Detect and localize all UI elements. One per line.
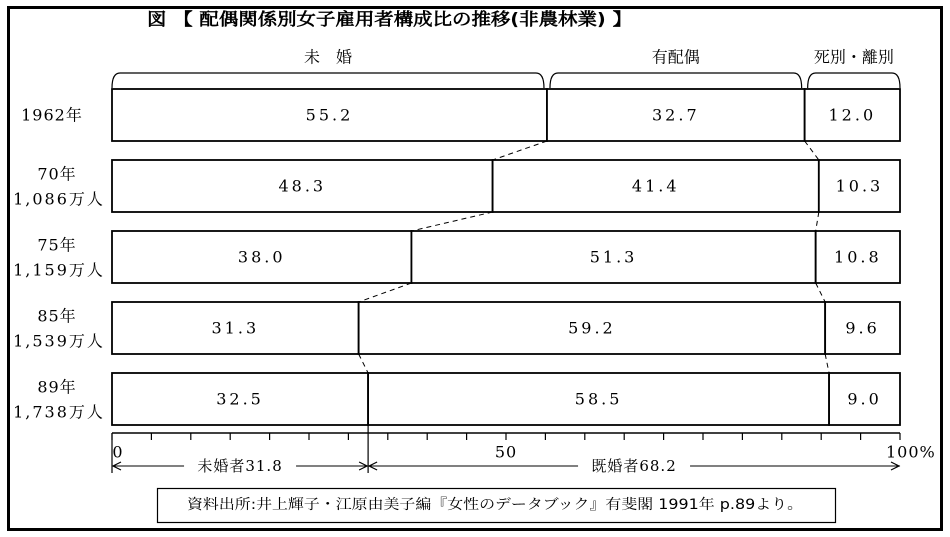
value-label: 31.3	[211, 318, 260, 338]
source-note: 資料出所:井上輝子・江原由美子編『女性のデータブック』有斐閣 1991年 p.89より。	[187, 497, 729, 513]
value-label: 59.2	[568, 318, 616, 338]
row-label: 70年	[37, 164, 77, 184]
series-header: 死別・離別	[813, 47, 894, 67]
value-label: 32.5	[216, 389, 264, 409]
row-label: 75年	[37, 235, 77, 255]
row-total-label: 1,086万人	[13, 189, 105, 209]
row-total-label: 1,539万人	[13, 331, 105, 351]
row-total-label: 1,159万人	[13, 260, 105, 280]
value-label: 51.3	[589, 247, 638, 267]
value-label: 12.0	[828, 105, 877, 125]
plot-area	[13, 48, 936, 477]
row-total-label: 1,738万人	[13, 402, 105, 422]
row-label: 1962年	[21, 105, 83, 125]
row-label: 89年	[37, 377, 77, 397]
x-tick-label: 0	[112, 442, 124, 462]
annotation-label: 未婚者31.8	[197, 457, 283, 475]
series-header: 未 婚	[303, 47, 352, 67]
value-label: 58.5	[574, 389, 623, 409]
value-label: 10.8	[834, 247, 882, 267]
value-label: 9.0	[847, 389, 882, 409]
value-label: 9.6	[845, 318, 880, 338]
value-label: 48.3	[278, 176, 327, 196]
value-label: 10.3	[835, 176, 884, 196]
value-label: 55.2	[305, 105, 354, 125]
value-label: 41.4	[631, 176, 680, 196]
row-label: 85年	[37, 306, 77, 326]
x-tick-label: 50	[494, 442, 518, 462]
chart-title: 図 【 配偶関係別女子雇用者構成比の推移(非農林業) 】	[147, 10, 572, 30]
series-header: 有配偶	[651, 47, 700, 67]
value-label: 32.7	[652, 105, 700, 125]
x-tick-label: 100%	[886, 442, 936, 462]
annotation-label: 既婚者68.2	[591, 457, 677, 475]
value-label: 38.0	[237, 247, 286, 267]
